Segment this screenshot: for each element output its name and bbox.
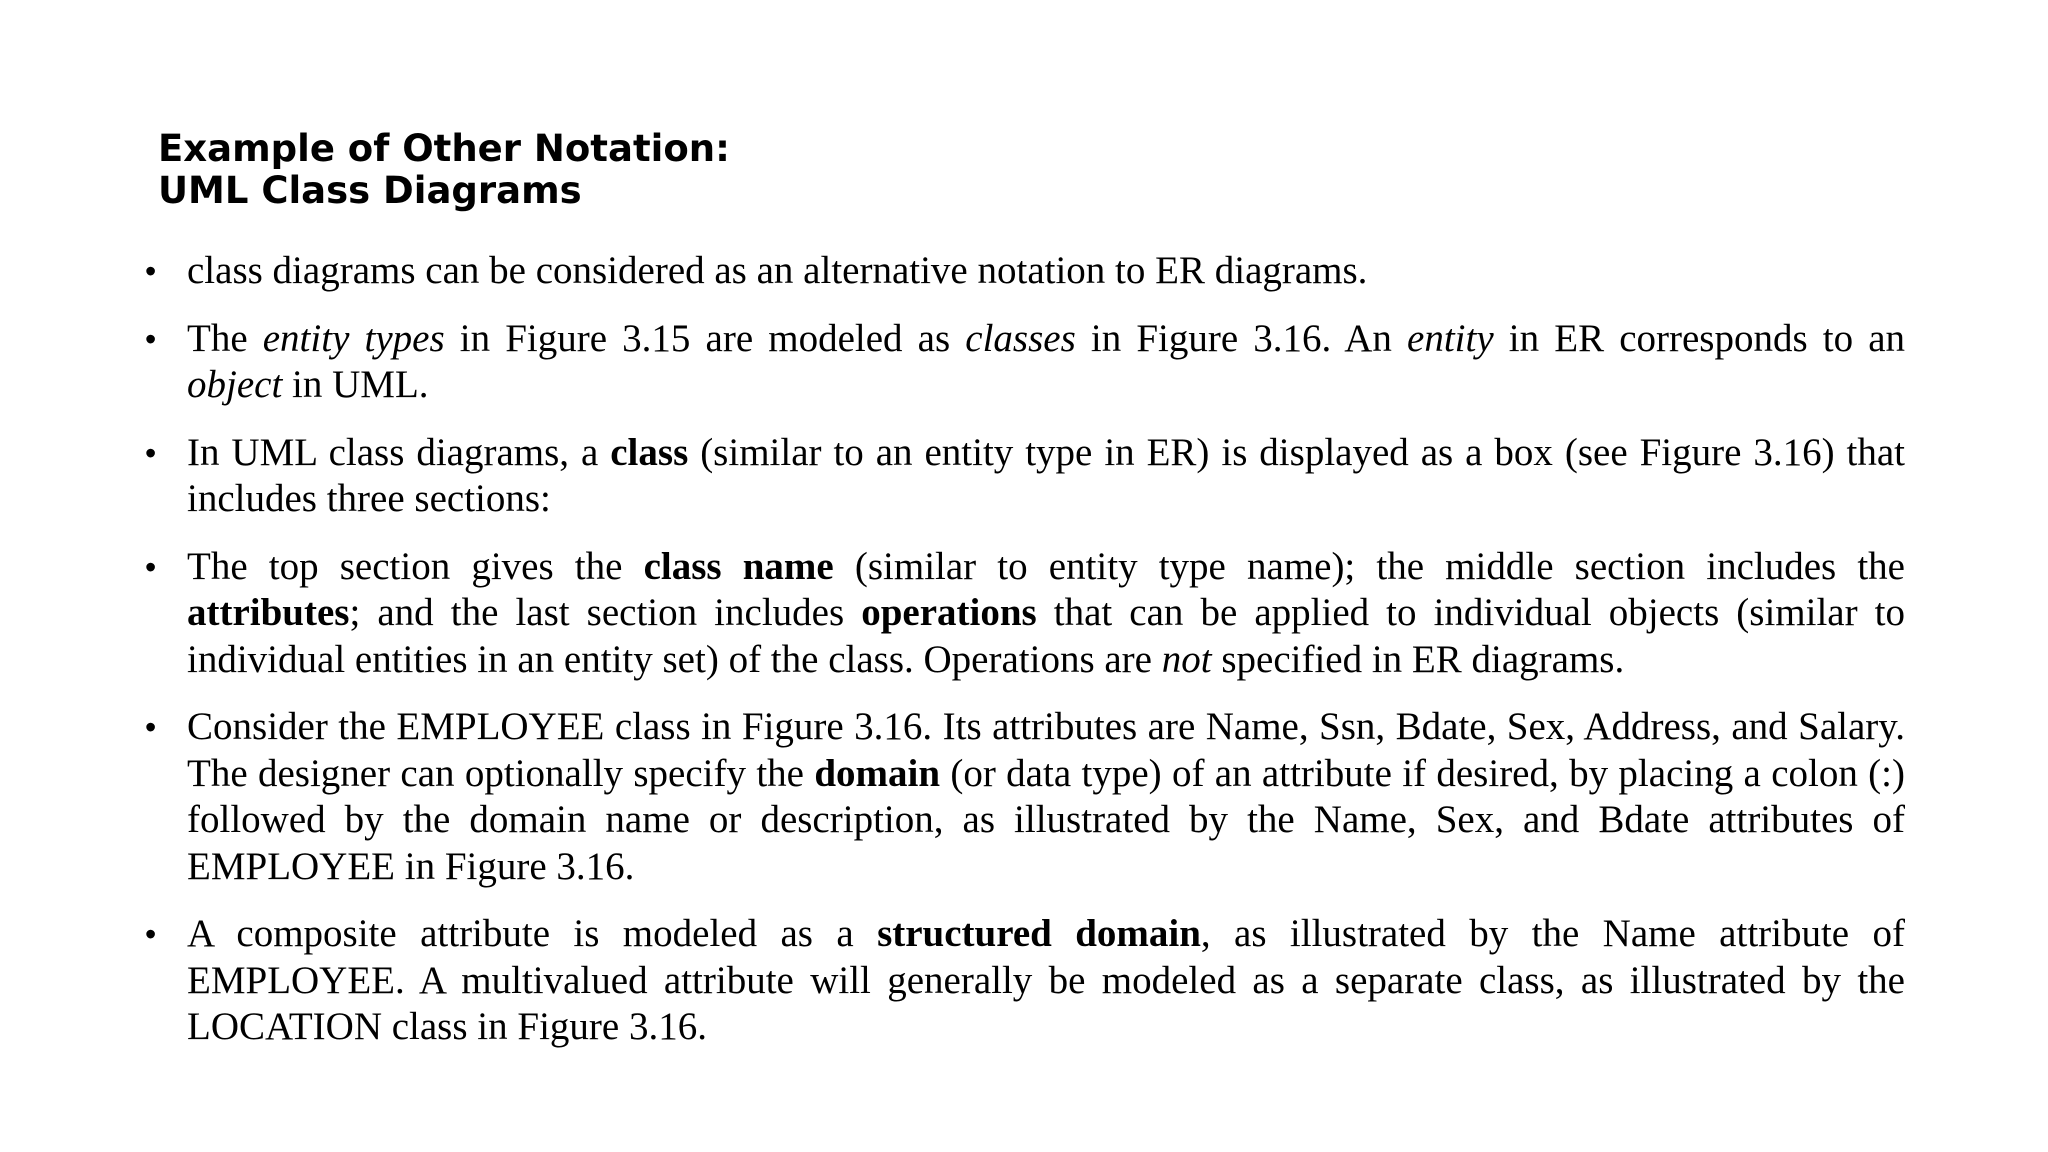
bullet-text-segment: not — [1161, 637, 1212, 681]
bullet-text-segment: in Figure 3.15 are modeled as — [444, 316, 966, 360]
bullet-text-segment: The — [187, 316, 263, 360]
bullet-item — [145, 430, 1905, 523]
bullet-text-segment: in Figure 3.16. An — [1075, 316, 1408, 360]
bullet-dot-icon: • — [145, 253, 157, 289]
bullet-text — [187, 316, 1905, 409]
bullet-text-segment: operations — [861, 591, 1037, 634]
slide-title — [158, 128, 1358, 212]
slide-title-line-1: Example of Other Notation: — [158, 127, 730, 170]
bullet-item — [145, 911, 1905, 1051]
bullet-dot-icon: • — [145, 916, 157, 952]
bullet-item — [145, 704, 1905, 890]
bullet-text-segment: The top section gives the — [187, 544, 644, 588]
bullet-text-segment: specified in ER diagrams. — [1211, 637, 1625, 681]
bullet-dot-icon: • — [145, 434, 157, 471]
bullet-text-segment: classes — [965, 316, 1076, 360]
bullet-text-segment: entity — [1407, 316, 1494, 360]
bullet-text-segment: class — [610, 430, 689, 474]
slide-title-line-2: UML Class Diagrams — [158, 169, 582, 212]
bullet-text-segment: object — [187, 363, 283, 406]
bullet-text-segment: class diagrams can be considered as an alternative notation to ER diagrams. — [187, 249, 1368, 292]
bullet-text-segment: Consider the EMPLOYEE class in Figure 3.16. Its attributes are Name, Ssn, Bdate, Sex, Address, and Salary. The designer can optionally specify the — [187, 705, 1905, 795]
bullet-text — [187, 704, 1905, 890]
bullet-text-segment: that can be applied to individual objects (similar to individual entities in an entity set) of the class. Operations are — [187, 591, 1905, 681]
bullet-item — [145, 316, 1905, 409]
bullet-text-segment: , as illustrated by the Name attribute of EMPLOYEE. A multivalued attribute will generally be modeled as a separate class, as illustrated by the LOCATION class in Figure 3.16. — [187, 912, 1905, 1048]
bullet-text-segment: In UML class diagrams, a — [187, 430, 611, 474]
bullet-dot-icon: • — [145, 320, 157, 357]
bullet-text-segment: (similar to an entity type in ER) is displayed as a box (see Figure 3.16) that includes three sections: — [187, 430, 1905, 520]
bullet-text — [187, 911, 1905, 1051]
bullet-text-segment: attributes — [187, 591, 350, 634]
bullet-text-segment: A composite attribute is modeled as a — [187, 912, 878, 955]
bullet-text-segment: (or data type) of an attribute if desired, by placing a colon (:) followed by the domain name or description, as illustrated by the Name, Sex, and Bdate attributes of EMPLOYEE in Figure 3.16. — [187, 751, 1905, 888]
bullet-item — [145, 248, 1905, 295]
bullet-text — [187, 544, 1905, 684]
bullet-text-segment: entity types — [262, 316, 445, 360]
bullet-text-segment: in UML. — [282, 363, 429, 406]
bullet-text-segment: (similar to entity type name); the middle section includes the — [833, 544, 1905, 588]
bullet-text-segment: in ER corresponds to an — [1493, 316, 1906, 360]
bullet-item — [145, 544, 1905, 684]
bullet-text-segment: structured domain — [877, 912, 1201, 955]
bullet-text-segment: ; and the last section includes — [349, 591, 862, 634]
bullet-dot-icon: • — [145, 548, 157, 585]
bullet-text-segment: domain — [814, 751, 941, 795]
bullet-text-segment: class name — [643, 544, 834, 588]
bullet-list — [145, 248, 1905, 1072]
bullet-text — [187, 430, 1905, 523]
bullet-dot-icon: • — [145, 709, 157, 745]
bullet-text — [187, 248, 1905, 295]
